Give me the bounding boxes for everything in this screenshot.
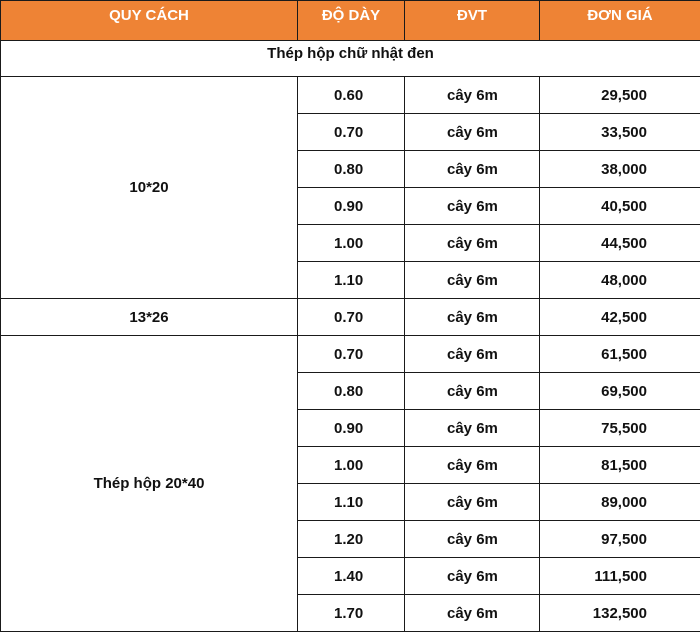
unit-cell: cây 6m [405, 558, 540, 595]
spec-cell: 10*20 [1, 77, 298, 299]
section-title: Thép hộp chữ nhật đen [1, 41, 700, 77]
table-row [1, 336, 700, 373]
unit-cell: cây 6m [405, 188, 540, 225]
thickness-cell: 1.00 [298, 225, 405, 262]
unit-cell: cây 6m [405, 595, 540, 632]
price-cell: 89,000 [540, 484, 700, 521]
thickness-cell: 0.90 [298, 410, 405, 447]
price-cell: 69,500 [540, 373, 700, 410]
unit-cell: cây 6m [405, 336, 540, 373]
header-price: ĐƠN GIÁ [540, 1, 700, 41]
unit-cell: cây 6m [405, 447, 540, 484]
price-cell: 44,500 [540, 225, 700, 262]
table-row [1, 77, 700, 114]
header-row [1, 1, 700, 41]
unit-cell: cây 6m [405, 521, 540, 558]
thickness-cell: 0.60 [298, 77, 405, 114]
unit-cell: cây 6m [405, 484, 540, 521]
table-header [1, 1, 700, 41]
price-cell: 132,500 [540, 595, 700, 632]
header-spec: QUY CÁCH [1, 1, 298, 41]
price-cell: 40,500 [540, 188, 700, 225]
thickness-cell: 0.70 [298, 299, 405, 336]
header-thickness: ĐỘ DÀY [298, 1, 405, 41]
thickness-cell: 1.10 [298, 484, 405, 521]
thickness-cell: 0.70 [298, 114, 405, 151]
price-cell: 75,500 [540, 410, 700, 447]
price-cell: 38,000 [540, 151, 700, 188]
thickness-cell: 1.00 [298, 447, 405, 484]
unit-cell: cây 6m [405, 225, 540, 262]
spec-cell: 13*26 [1, 299, 298, 336]
spec-cell: Thép hộp 20*40 [1, 336, 298, 632]
thickness-cell: 1.10 [298, 262, 405, 299]
unit-cell: cây 6m [405, 151, 540, 188]
unit-cell: cây 6m [405, 373, 540, 410]
unit-cell: cây 6m [405, 262, 540, 299]
price-cell: 81,500 [540, 447, 700, 484]
unit-cell: cây 6m [405, 114, 540, 151]
section-title-row [1, 41, 700, 77]
thickness-cell: 1.40 [298, 558, 405, 595]
price-cell: 61,500 [540, 336, 700, 373]
price-cell: 33,500 [540, 114, 700, 151]
thickness-cell: 1.20 [298, 521, 405, 558]
thickness-cell: 0.70 [298, 336, 405, 373]
price-cell: 111,500 [540, 558, 700, 595]
price-cell: 42,500 [540, 299, 700, 336]
price-cell: 29,500 [540, 77, 700, 114]
thickness-cell: 1.70 [298, 595, 405, 632]
header-unit: ĐVT [405, 1, 540, 41]
price-cell: 48,000 [540, 262, 700, 299]
thickness-cell: 0.90 [298, 188, 405, 225]
table-row [1, 299, 700, 336]
table-body [1, 41, 700, 632]
thickness-cell: 0.80 [298, 151, 405, 188]
unit-cell: cây 6m [405, 77, 540, 114]
thickness-cell: 0.80 [298, 373, 405, 410]
unit-cell: cây 6m [405, 410, 540, 447]
unit-cell: cây 6m [405, 299, 540, 336]
price-cell: 97,500 [540, 521, 700, 558]
